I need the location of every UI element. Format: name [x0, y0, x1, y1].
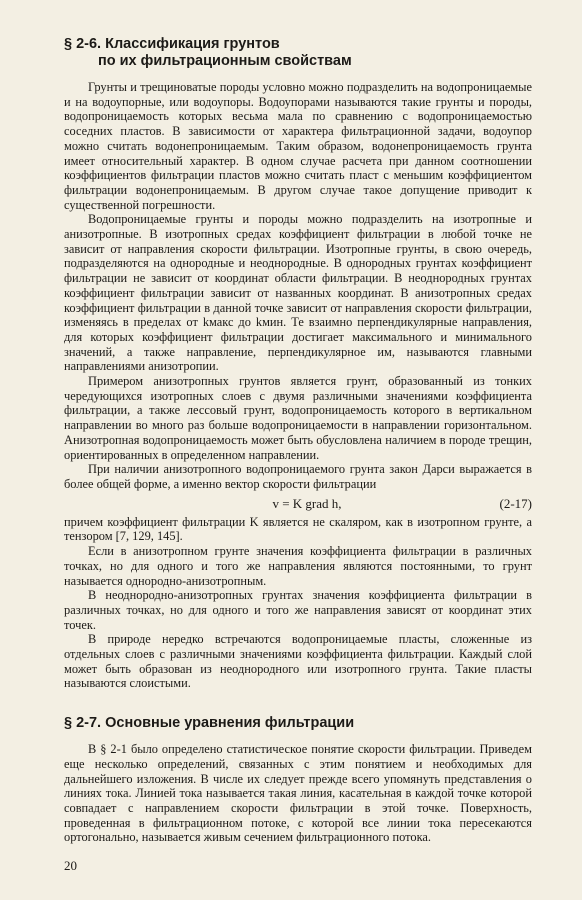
paragraph-darcy-law: При наличии анизотропного водопроницаемого грунта закон Дарси выражается в более общей форме, а именно вектор скорости фильтрации — [64, 462, 532, 491]
section-2-6-title-line1: § 2-6. Классификация грунтов — [64, 36, 280, 52]
page-number: 20 — [64, 858, 77, 873]
formula-expression: v = K grad h, — [272, 495, 342, 511]
paragraph-layered: В природе нередко встречаются водопроницаемые пласты, сложенные из отдельных слоев с различными значениями коэффициента фильтрации. Каждый слой может быть образован из неоднородного или изотропного грунта. Такие пласты называются слоистыми. — [64, 632, 532, 691]
section-2-6-title-line2: по их фильтрационным свойствам — [98, 53, 352, 69]
paragraph-homogeneous-anisotropic: Если в анизотропном грунте значения коэффициента фильтрации в различных точках, но для одного и того же направления являются постоянными, то грунт называется однородно-анизотропным. — [64, 544, 532, 588]
paragraph-streamlines: В § 2-1 было определено статистическое понятие скорости фильтрации. Приведем еще несколько определений, связанных с этим понятием и необходимых для дальнейшего изложения. В числе их следует прежде всего упомянуть представления о линиях тока. Линией тока называется такая линия, касательная в каждой точке которой совпадает с направлением скорости фильтрации в этой точке. Поверхность, проведенная в фильтрационном потоке, с которой все линии тока пересекаются ортогонально, называется живым сечением фильтрационного потока. — [64, 742, 532, 845]
paragraph-aquifers: Грунты и трещиноватые породы условно можно подразделить на водопроницаемые и на водоупорные, или водоупоры. Водоупорами называются такие грунты и породы, водопроницаемость которых весьма мала по сравнению с водопроницаемостью соседних пластов. В зависимости от характера фильтрационной задачи, водоупор можно считать водонепроницаемым. Таким образом, водонепроницаемость грунта имеет относительный характер. В одном случае расчета при данном соотношении коэффициентов фильтрации пластов можно считать пласт с меньшим коэффициентом фильтрации водонепроницаемым. В другом случае такое допущение приводит к существенной погрешности. — [64, 80, 532, 212]
formula-number: (2-17) — [499, 495, 532, 511]
paragraph-heterogeneous-anisotropic: В неоднородно-анизотропных грунтах значения коэффициента фильтрации в различных точках, но для одного и того же направления зависят от координат этих точек. — [64, 588, 532, 632]
paragraph-tensor: причем коэффициент фильтрации K является не скаляром, как в изотропном грунте, а тензором [7, 129, 145]. — [64, 514, 532, 544]
formula-2-17 — [64, 494, 532, 513]
section-2-7-title: § 2-7. Основные уравнения фильтрации — [64, 715, 355, 732]
paragraph-anisotropic-examples: Примером анизотропных грунтов является грунт, образованный из тонких чередующихся изотропных слоев с двумя различными значениями коэффициента фильтрации, а также лессовый грунт, водопроницаемость которого в вертикальном направлении во много раз больше водопроницаемости в направлении горизонтальном. Анизотропная водопроницаемость может быть обусловлена наличием в породе трещин, ориентированных в определенном направлении. — [64, 374, 532, 462]
paragraph-isotropy: Водопроницаемые грунты и породы можно подразделить на изотропные и анизотропные. В изотропных средах коэффициент фильтрации в любой точке не зависит от направления скорости фильтрации. Изотропные грунты, в свою очередь, подразделяются на однородные и неоднородные. В однородных грунтах коэффициент фильтрации не зависит от координат области фильтрации. В неоднородных грунтах коэффициент фильтрации зависит от названных координат. В анизотропных средах коэффициент фильтрации в данной точке зависит от направления скорости фильтрации, изменяясь в пределах от kмакс до kмин. Те взаимно перпендикулярные направления, для которых коэффициент фильтрации достигает максимального и минимального значений, а также направление, перпендикулярное им, называются главными направлениями анизотропии. — [64, 212, 532, 374]
section-2-6-title — [64, 36, 532, 70]
